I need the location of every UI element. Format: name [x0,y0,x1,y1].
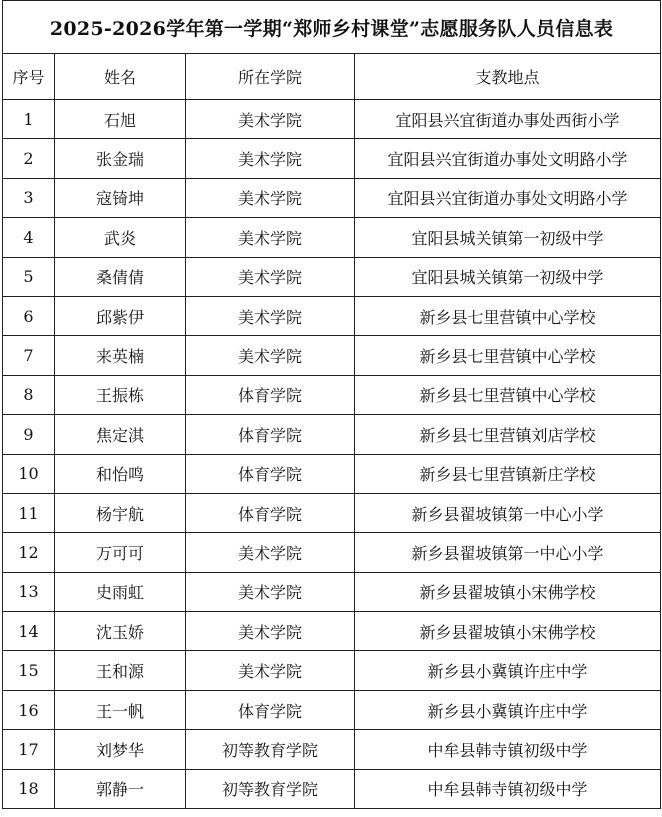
cell-site: 新乡县翟坡镇第一中心小学 [355,493,661,532]
cell-college: 体育学院 [186,454,355,493]
cell-name: 邱紫伊 [55,296,186,335]
cell-no: 14 [3,612,55,651]
cell-site: 宜阳县城关镇第一初级中学 [355,218,661,257]
cell-no: 4 [3,218,55,257]
cell-site: 新乡县翟坡镇小宋佛学校 [355,612,661,651]
cell-site: 新乡县小冀镇许庄中学 [355,690,661,729]
cell-site: 新乡县七里营镇刘店学校 [355,415,661,454]
cell-college: 美术学院 [186,178,355,217]
cell-no: 10 [3,454,55,493]
cell-college: 美术学院 [186,533,355,572]
table-row [3,769,661,808]
cell-name: 王一帆 [55,690,186,729]
table-row [3,415,661,454]
cell-college: 体育学院 [186,493,355,532]
cell-no: 3 [3,178,55,217]
table-row [3,178,661,217]
cell-name: 桑倩倩 [55,257,186,296]
cell-no: 12 [3,533,55,572]
cell-no: 9 [3,415,55,454]
cell-no: 6 [3,296,55,335]
column-header-name: 姓名 [55,54,186,100]
cell-college: 初等教育学院 [186,769,355,808]
cell-site: 中牟县韩寺镇初级中学 [355,730,661,769]
volunteer-info-sheet [2,0,660,809]
table-row [3,100,661,139]
cell-no: 2 [3,139,55,178]
table-row [3,296,661,335]
cell-no: 15 [3,651,55,690]
cell-no: 16 [3,690,55,729]
cell-no: 13 [3,572,55,611]
cell-college: 美术学院 [186,218,355,257]
cell-no: 8 [3,375,55,414]
cell-site: 宜阳县兴宜街道办事处文明路小学 [355,139,661,178]
cell-college: 美术学院 [186,139,355,178]
cell-name: 来英楠 [55,336,186,375]
table-row [3,572,661,611]
table-row [3,690,661,729]
table-row [3,730,661,769]
cell-name: 张金瑞 [55,139,186,178]
table-body [3,100,661,809]
cell-name: 杨宇航 [55,493,186,532]
cell-name: 刘梦华 [55,730,186,769]
cell-college: 体育学院 [186,375,355,414]
volunteer-table [2,0,661,809]
table-row [3,454,661,493]
cell-site: 中牟县韩寺镇初级中学 [355,769,661,808]
table-row [3,336,661,375]
cell-name: 寇锜坤 [55,178,186,217]
cell-college: 体育学院 [186,690,355,729]
cell-site: 新乡县七里营镇新庄学校 [355,454,661,493]
cell-name: 万可可 [55,533,186,572]
cell-name: 沈玉娇 [55,612,186,651]
table-row [3,533,661,572]
cell-name: 和怡鸣 [55,454,186,493]
table-row [3,651,661,690]
cell-name: 王振栋 [55,375,186,414]
cell-college: 美术学院 [186,296,355,335]
cell-college: 美术学院 [186,336,355,375]
cell-site: 新乡县翟坡镇小宋佛学校 [355,572,661,611]
table-row [3,139,661,178]
cell-college: 美术学院 [186,257,355,296]
table-row [3,493,661,532]
cell-college: 美术学院 [186,612,355,651]
cell-college: 美术学院 [186,572,355,611]
cell-name: 武炎 [55,218,186,257]
cell-site: 宜阳县兴宜街道办事处西街小学 [355,100,661,139]
cell-name: 焦定淇 [55,415,186,454]
cell-site: 宜阳县城关镇第一初级中学 [355,257,661,296]
table-title: 2025-2026学年第一学期“郑师乡村课堂”志愿服务队人员信息表 [3,1,661,54]
cell-no: 18 [3,769,55,808]
cell-no: 5 [3,257,55,296]
cell-site: 新乡县七里营镇中心学校 [355,375,661,414]
cell-no: 1 [3,100,55,139]
cell-college: 美术学院 [186,651,355,690]
title-row [3,1,661,54]
header-row [3,54,661,100]
cell-name: 郭静一 [55,769,186,808]
column-header-college: 所在学院 [186,54,355,100]
cell-no: 17 [3,730,55,769]
table-row [3,218,661,257]
table-row [3,257,661,296]
table-row [3,375,661,414]
column-header-site: 支教地点 [355,54,661,100]
cell-college: 体育学院 [186,415,355,454]
cell-site: 新乡县七里营镇中心学校 [355,336,661,375]
cell-name: 王和源 [55,651,186,690]
cell-no: 11 [3,493,55,532]
cell-site: 新乡县七里营镇中心学校 [355,296,661,335]
column-header-no: 序号 [3,54,55,100]
table-row [3,612,661,651]
cell-name: 石旭 [55,100,186,139]
cell-site: 新乡县翟坡镇第一中心小学 [355,533,661,572]
cell-site: 宜阳县兴宜街道办事处文明路小学 [355,178,661,217]
cell-college: 初等教育学院 [186,730,355,769]
cell-no: 7 [3,336,55,375]
cell-college: 美术学院 [186,100,355,139]
cell-site: 新乡县小冀镇许庄中学 [355,651,661,690]
cell-name: 史雨虹 [55,572,186,611]
